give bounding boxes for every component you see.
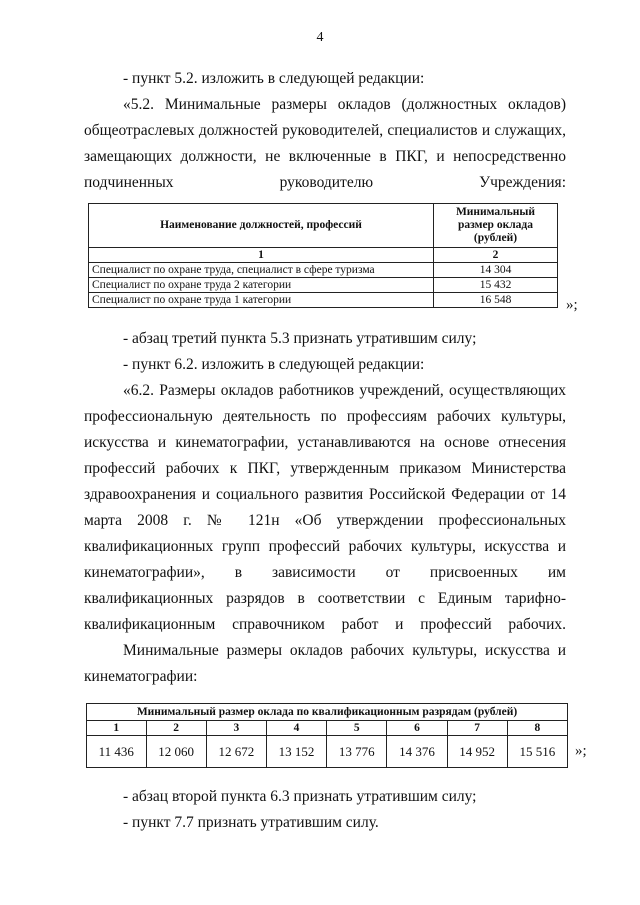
table-salaries-specialists: [88, 203, 558, 308]
table-row: [87, 736, 568, 768]
paragraph-5-2: «5.2. Минимальные размеры окладов (должностных окладов) общеотраслевых должностей руководителей, специалистов и служащих, замещающих должности, не включенные в ПКГ, и непосредственно подчиненных руководителю Учреждения:: [84, 96, 566, 191]
table1-header-position: Наименование должностей, профессий: [89, 204, 434, 248]
table2-grade: 1: [87, 721, 147, 736]
table2-grade: 4: [266, 721, 326, 736]
table1-position: Специалист по охране труда 2 категории: [89, 278, 434, 293]
table-row: [89, 293, 558, 308]
table-row: [89, 278, 558, 293]
table1-salary: 14 304: [434, 263, 558, 278]
item-5-2: - пункт 5.2. изложить в следующей редакции:: [123, 70, 425, 87]
table2-value: 11 436: [87, 736, 147, 768]
table2-closing-quote: »;: [575, 743, 587, 759]
table1-closing-quote: »;: [566, 297, 578, 313]
item-5-3: - абзац третий пункта 5.3 признать утратившим силу;: [123, 330, 477, 347]
table2-value: 13 152: [266, 736, 326, 768]
item-6-3: - абзац второй пункта 6.3 признать утратившим силу;: [123, 788, 477, 805]
table1-salary: 15 432: [434, 278, 558, 293]
paragraph-min-salaries: Минимальные размеры окладов рабочих культуры, искусства и кинематографии:: [84, 642, 566, 685]
table2-grade: 2: [146, 721, 206, 736]
table2-grade: 6: [387, 721, 447, 736]
table2-value: 12 672: [206, 736, 266, 768]
table2-value: 12 060: [146, 736, 206, 768]
table1-header-salary: Минимальный размер оклада (рублей): [434, 204, 558, 248]
table2-value: 14 952: [447, 736, 507, 768]
table1-index-1: 1: [89, 248, 434, 263]
table2-grade: 7: [447, 721, 507, 736]
item-6-2: - пункт 6.2. изложить в следующей редакции:: [123, 356, 425, 373]
table2-header: Минимальный размер оклада по квалификационным разрядам (рублей): [87, 704, 568, 721]
table-row: [89, 263, 558, 278]
table2-grade: 8: [507, 721, 567, 736]
table1-position: Специалист по охране труда, специалист в сфере туризма: [89, 263, 434, 278]
table1-index-2: 2: [434, 248, 558, 263]
table2-value: 13 776: [327, 736, 387, 768]
table2-grade: 5: [327, 721, 387, 736]
table2-value: 14 376: [387, 736, 447, 768]
table2-grade: 3: [206, 721, 266, 736]
table1-position: Специалист по охране труда 1 категории: [89, 293, 434, 308]
table2-value: 15 516: [507, 736, 567, 768]
page-number: 4: [316, 30, 324, 45]
table1-salary: 16 548: [434, 293, 558, 308]
paragraph-6-2: «6.2. Размеры окладов работников учреждений, осуществляющих профессиональную деятельность по профессиям рабочих культуры, искусства и кинематографии, устанавливаются на основе отнесения профессий рабочих к ПКГ, утвержденным приказом Министерства здравоохранения и социального развития Российской Федерации от 14 марта 2008 г. № 121н «Об утверждении профессиональных квалификационных групп профессий рабочих культуры, искусства и кинематографии», в зависимости от присвоенных им квалификационных разрядов в соответствии с Единым тарифно-квалификационным справочником работ и профессий рабочих.: [84, 382, 566, 633]
item-7-7: - пункт 7.7 признать утратившим силу.: [123, 814, 379, 831]
table-salaries-grades: [86, 703, 568, 768]
